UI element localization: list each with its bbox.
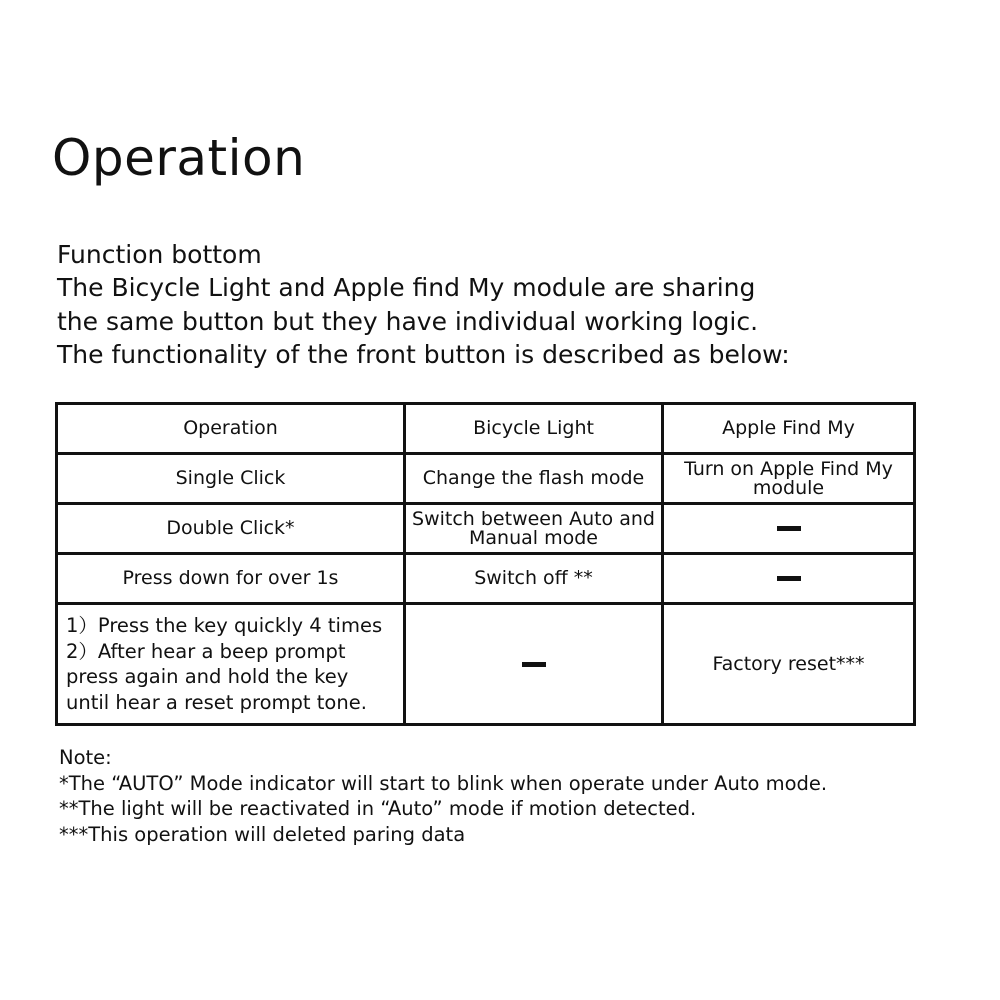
header-operation: Operation: [57, 404, 405, 454]
cell-operation: Double Click*: [57, 504, 405, 554]
header-bicycle-light: Bicycle Light: [405, 404, 663, 454]
intro-line: The Bicycle Light and Apple find My module are sharing: [57, 273, 756, 303]
table-header-row: [57, 404, 915, 454]
intro-line: the same button but they have individual working logic.: [57, 306, 759, 336]
cell-operation: Press down for over 1s: [57, 554, 405, 604]
dash-icon: [777, 526, 801, 531]
cell-bicycle-light: Switch off **: [405, 554, 663, 604]
intro-line: The functionality of the front button is described as below:: [57, 339, 790, 369]
notes-heading: Note:: [59, 746, 112, 769]
table-row: [57, 554, 915, 604]
table-row: [57, 604, 915, 725]
step-line: 1）Press the key quickly 4 times: [66, 614, 383, 637]
dash-icon: [777, 576, 801, 581]
table-row: [57, 454, 915, 504]
notes-section: [59, 745, 827, 847]
cell-operation-steps: [57, 604, 405, 725]
note-line: **The light will be reactivated in “Auto” mode if motion detected.: [59, 797, 697, 820]
cell-apple-find-my: Factory reset***: [663, 604, 915, 725]
cell-bicycle-light: Change the flash mode: [405, 454, 663, 504]
step-line: 2）After hear a beep prompt: [66, 639, 346, 663]
operation-table: [55, 402, 916, 726]
intro-paragraph: [57, 238, 957, 371]
step-line: press again and hold the key: [66, 665, 349, 688]
cell-operation: Single Click: [57, 454, 405, 504]
cell-bicycle-light: Switch between Auto and Manual mode: [405, 504, 663, 554]
intro-line: Function bottom: [57, 240, 262, 269]
step-line: until hear a reset prompt tone.: [66, 690, 367, 714]
note-line: *The “AUTO” Mode indicator will start to blink when operate under Auto mode.: [59, 771, 828, 795]
table-row: [57, 504, 915, 554]
note-line: ***This operation will deleted paring data: [59, 822, 466, 846]
header-apple-find-my: Apple Find My: [663, 404, 915, 454]
cell-apple-find-my: Turn on Apple Find My module: [663, 454, 915, 504]
page-title: Operation: [52, 129, 306, 187]
cell-apple-find-my: [663, 504, 915, 554]
dash-icon: [522, 662, 546, 667]
cell-apple-find-my: [663, 554, 915, 604]
cell-bicycle-light: [405, 604, 663, 725]
